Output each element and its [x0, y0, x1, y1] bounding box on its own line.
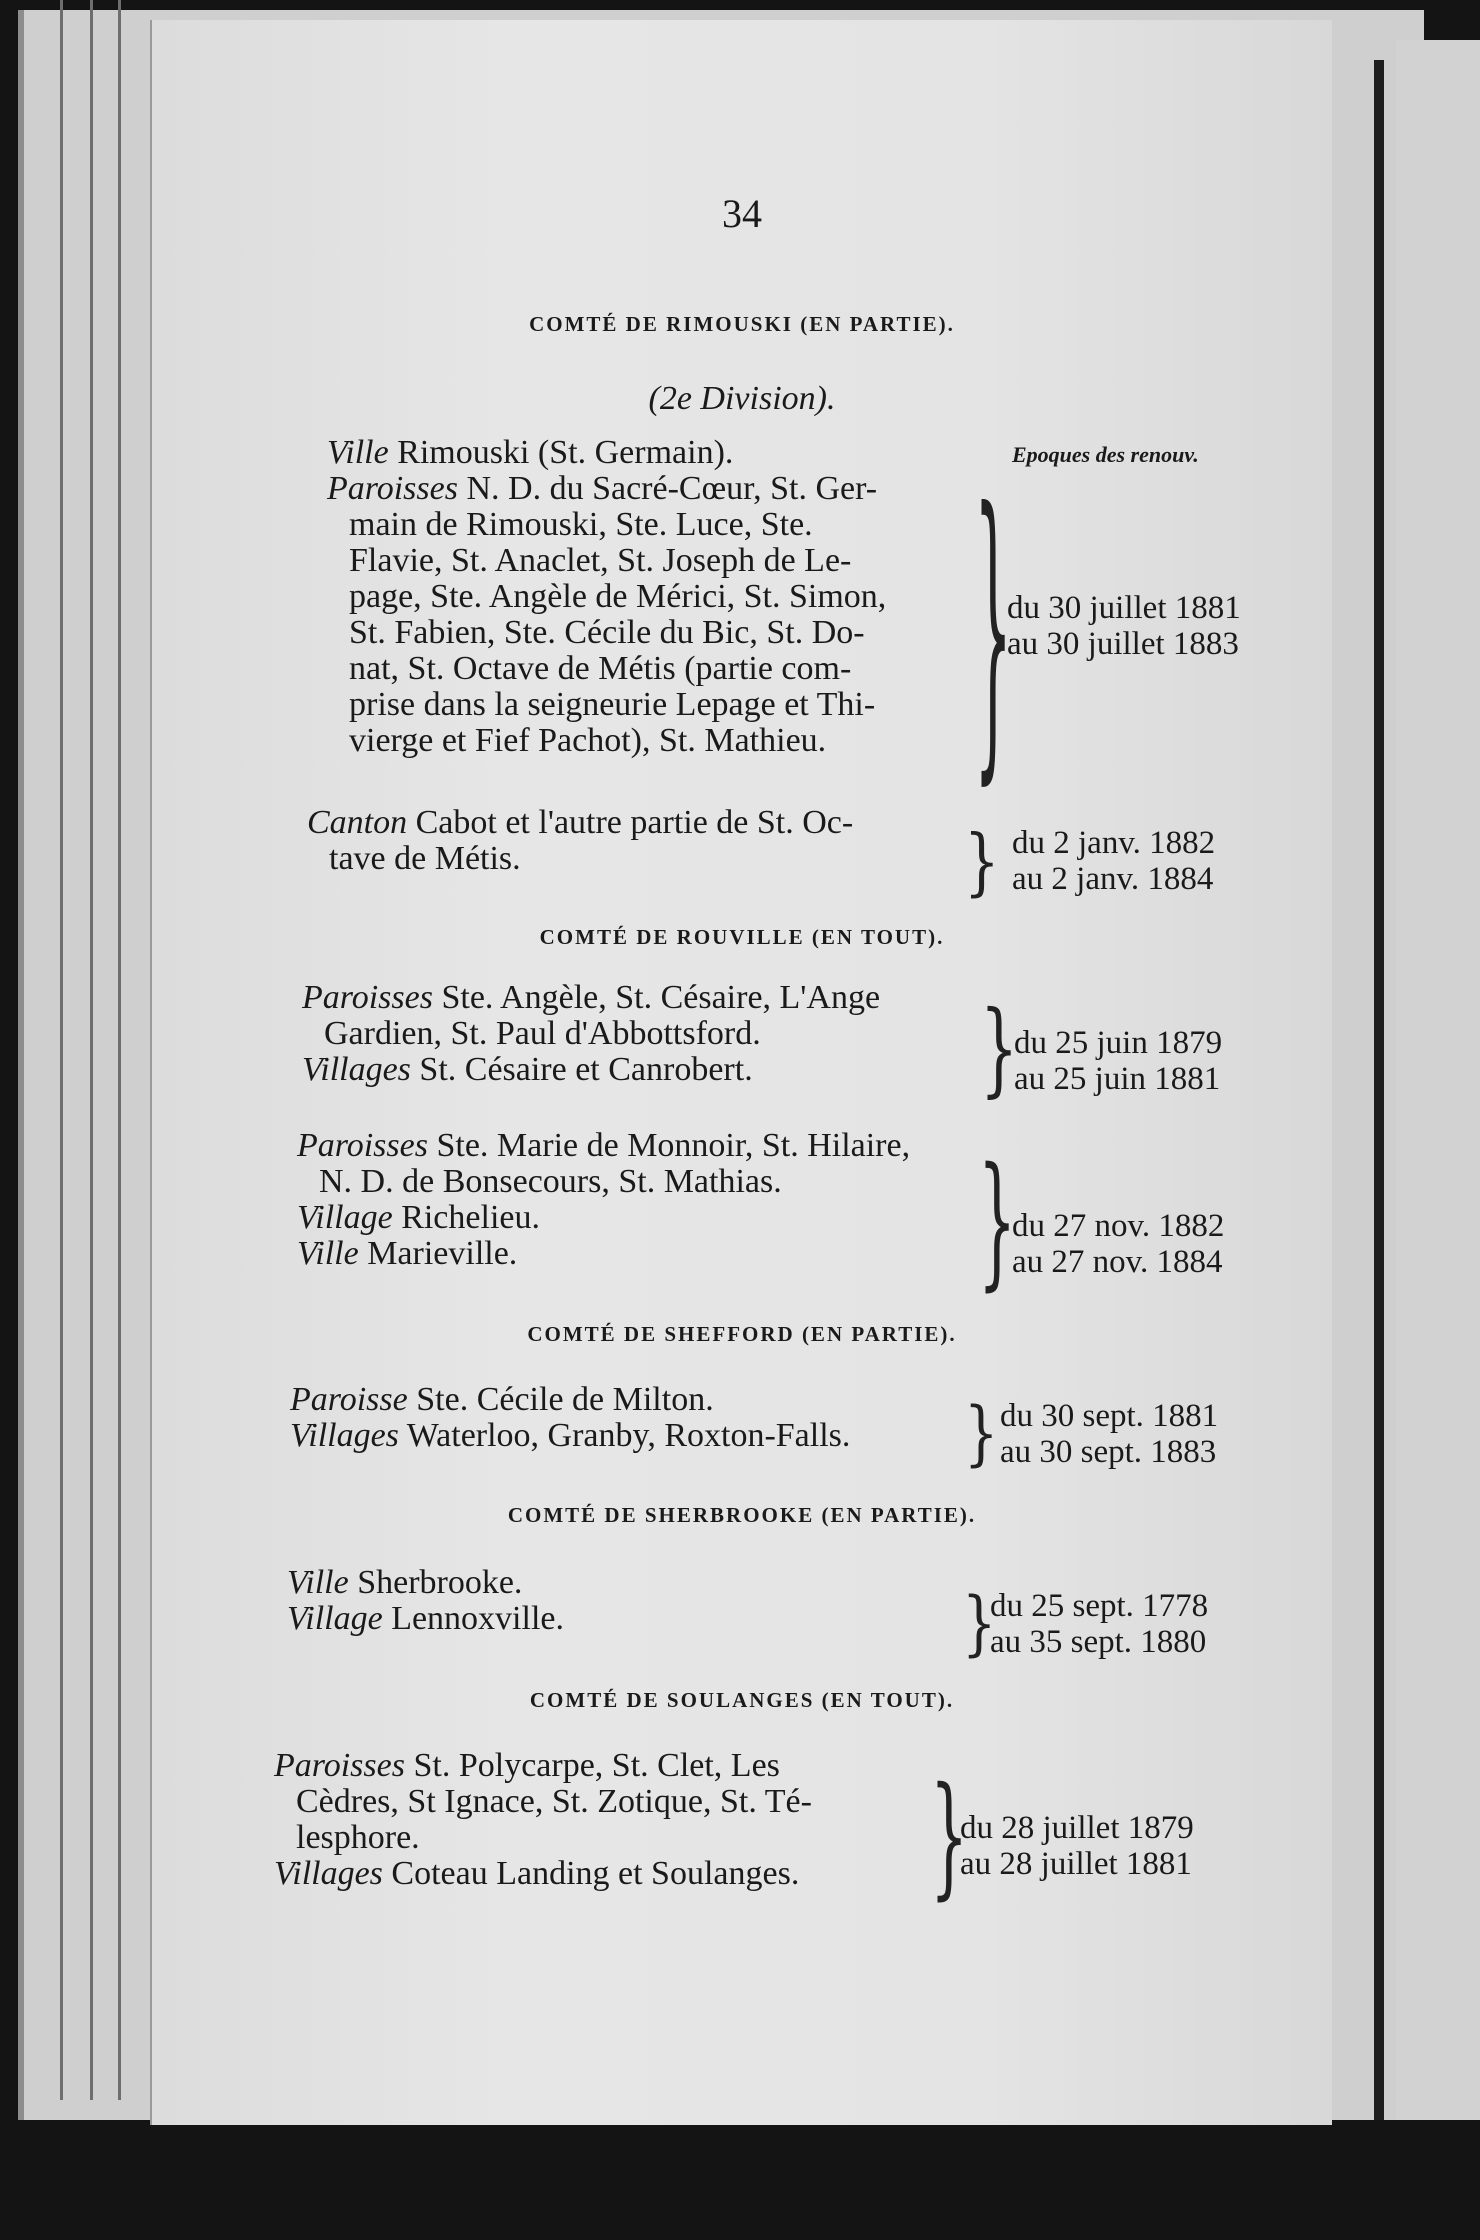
entry-line: Villages St. Césaire et Canrobert.: [302, 1051, 753, 1088]
renewal-dates: du 30 juillet 1881 au 30 juillet 1883: [1007, 590, 1241, 662]
entry-block: [307, 805, 853, 877]
renewal-dates: du 28 juillet 1879 au 28 juillet 1881: [960, 1810, 1194, 1882]
curly-brace: }: [930, 1760, 969, 1914]
entry-line: Villages Waterloo, Granby, Roxton-Falls.: [290, 1417, 851, 1454]
entry-line: N. D. de Bonsecours, St. Mathias.: [319, 1163, 782, 1200]
section-heading-sherbrooke: COMTÉ DE SHERBROOKE (EN PARTIE).: [507, 1503, 977, 1527]
renewal-dates: du 2 janv. 1882 au 2 janv. 1884: [1012, 825, 1216, 897]
entry-line: page, Ste. Angèle de Mérici, St. Simon,: [349, 578, 887, 615]
entry-line: Paroisses Ste. Marie de Monnoir, St. Hilaire,: [297, 1127, 911, 1164]
entry-block: [302, 980, 880, 1088]
renewal-dates: du 25 sept. 1778 au 35 sept. 1880: [990, 1588, 1209, 1660]
entry-line: Village Lennoxville.: [287, 1600, 564, 1637]
entry-line: Gardien, St. Paul d'Abbottsford.: [324, 1015, 761, 1052]
entry-line: main de Rimouski, Ste. Luce, Ste.: [349, 506, 813, 543]
section-heading-soulanges: COMTÉ DE SOULANGES (EN TOUT).: [529, 1688, 955, 1712]
entry-block: [290, 1382, 850, 1454]
section-heading-shefford: COMTÉ DE SHEFFORD (EN PARTIE).: [527, 1322, 957, 1346]
entry-line: Ville Sherbrooke.: [287, 1564, 523, 1601]
entry-line: Ville Marieville.: [297, 1235, 518, 1272]
section-heading-rouville: COMTÉ DE ROUVILLE (EN TOUT).: [539, 925, 945, 949]
entry-line: Cèdres, St Ignace, St. Zotique, St. Té-: [296, 1783, 812, 1820]
entry-line: Paroisses St. Polycarpe, St. Clet, Les: [274, 1747, 780, 1784]
renewal-dates: du 30 sept. 1881 au 30 sept. 1883: [1000, 1398, 1219, 1470]
page-edge-line: [60, 0, 63, 2100]
curly-brace: }: [974, 450, 1013, 814]
column-header-epoques: Epoques des renouv.: [1012, 442, 1199, 467]
curly-brace: }: [980, 990, 1019, 1109]
entry-line: vierge et Fief Pachot), St. Mathieu.: [349, 722, 827, 759]
curly-brace: }: [978, 1138, 1017, 1306]
entry-block: [297, 1128, 910, 1272]
section-subheading: (2e Division).: [648, 380, 836, 417]
page-number: 34: [722, 191, 762, 236]
entry-line: Ville Rimouski (St. Germain).: [327, 434, 734, 471]
page-edge-line: [90, 0, 93, 2100]
renewal-dates: du 27 nov. 1882 au 27 nov. 1884: [1012, 1208, 1225, 1280]
renewal-dates: du 25 juin 1879 au 25 juin 1881: [1014, 1025, 1223, 1097]
entry-line: Flavie, St. Anaclet, St. Joseph de Le-: [349, 542, 852, 579]
entry-line: tave de Métis.: [329, 840, 521, 877]
curly-brace: }: [964, 820, 1000, 905]
entry-block: [274, 1748, 812, 1892]
entry-line: Village Richelieu.: [297, 1199, 540, 1236]
curly-brace: }: [962, 1582, 997, 1664]
book-page: [150, 20, 1332, 2125]
entry-line: Paroisses N. D. du Sacré-Cœur, St. Ger-: [327, 470, 878, 507]
entry-line: Paroisses Ste. Angèle, St. Césaire, L'Ange: [302, 979, 881, 1016]
section-heading-rimouski: COMTÉ DE RIMOUSKI (EN PARTIE).: [529, 312, 955, 336]
page-edge-line: [118, 0, 121, 2100]
entry-line: Villages Coteau Landing et Soulanges.: [274, 1855, 800, 1892]
entry-block: [327, 435, 886, 759]
entry-block: [287, 1565, 564, 1637]
entry-line: nat, St. Octave de Métis (partie com-: [349, 650, 852, 687]
entry-line: St. Fabien, Ste. Cécile du Bic, St. Do-: [349, 614, 865, 651]
facing-page-edge: [1396, 40, 1480, 2120]
curly-brace: }: [964, 1392, 999, 1474]
entry-line: Canton Cabot et l'autre partie de St. Oc-: [307, 804, 854, 841]
entry-line: prise dans la seigneurie Lepage et Thi-: [349, 686, 876, 723]
entry-line: Paroisse Ste. Cécile de Milton.: [290, 1381, 714, 1418]
book-gutter: [1374, 60, 1384, 2120]
entry-line: lesphore.: [296, 1819, 420, 1856]
